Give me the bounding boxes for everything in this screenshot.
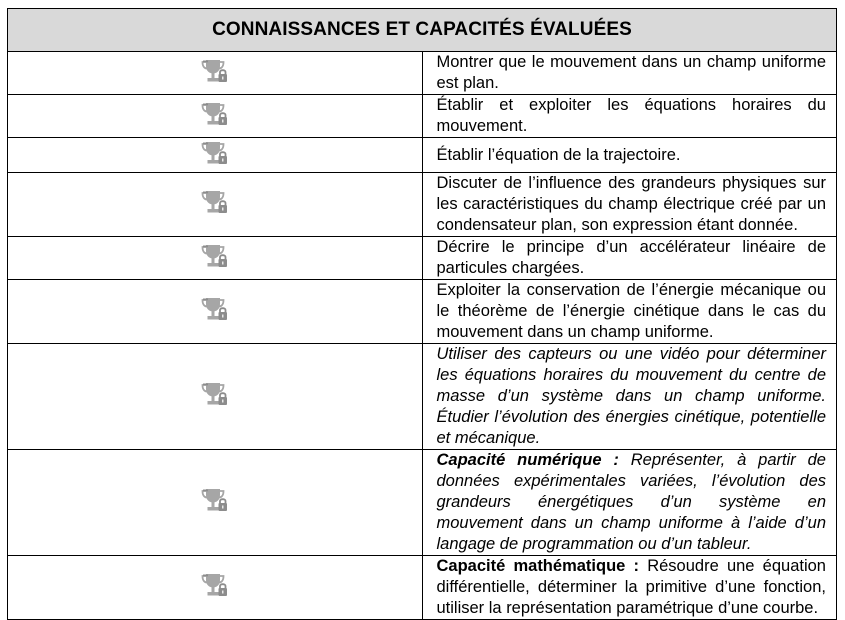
- skill-text: Décrire le principe d’un accélérateur linéaire de particules chargées.: [422, 237, 836, 280]
- trophy-lock-icon: [8, 450, 422, 556]
- skill-body: Représenter, à partir de données expérimentales variées, l’évolution des grandeurs énergétiques d’un système en mouvement dans un champ uniforme à l’aide d’un langage de programmation ou d’un tableur.: [436, 451, 826, 553]
- table-row: [8, 52, 836, 95]
- skill-lead: Capacité numérique :: [436, 451, 619, 469]
- trophy-lock-icon: [8, 556, 422, 620]
- skill-text-numeric: [422, 450, 836, 556]
- trophy-lock-icon: [8, 138, 422, 173]
- trophy-lock-icon: [8, 237, 422, 280]
- skill-text: Montrer que le mouvement dans un champ uniforme est plan.: [422, 52, 836, 95]
- trophy-lock-icon: [8, 95, 422, 138]
- skill-text-math: [422, 556, 836, 620]
- table-title: CONNAISSANCES ET CAPACITÉS ÉVALUÉES: [8, 9, 836, 52]
- skills-table: [8, 9, 836, 619]
- table-row: [8, 95, 836, 138]
- table-row: [8, 237, 836, 280]
- table-row: [8, 450, 836, 556]
- table-row: [8, 344, 836, 450]
- skills-table-container: [7, 8, 837, 620]
- trophy-lock-icon: [8, 344, 422, 450]
- table-row: [8, 280, 836, 344]
- table-row: [8, 556, 836, 620]
- trophy-lock-icon: [8, 173, 422, 237]
- skill-lead: Capacité mathématique :: [436, 557, 640, 575]
- skill-text: Établir et exploiter les équations horaires du mouvement.: [422, 95, 836, 138]
- skill-text: Établir l’équation de la trajectoire.: [422, 138, 836, 173]
- skill-text: Exploiter la conservation de l’énergie mécanique ou le théorème de l’énergie cinétique dans le cas du mouvement dans un champ uniforme.: [422, 280, 836, 344]
- skill-text: Discuter de l’influence des grandeurs physiques sur les caractéristiques du champ électrique créé par un condensateur plan, son expression étant donnée.: [422, 173, 836, 237]
- table-row: [8, 138, 836, 173]
- trophy-lock-icon: [8, 52, 422, 95]
- trophy-lock-icon: [8, 280, 422, 344]
- skill-text: Utiliser des capteurs ou une vidéo pour déterminer les équations horaires du mouvement du centre de masse d’un système dans un champ uniforme. Étudier l’évolution des énergies cinétique, potentielle et mécanique.: [422, 344, 836, 450]
- skill-body: Résoudre une équation différentielle, déterminer la primitive d’une fonction, utiliser la représentation paramétrique d’une courbe.: [436, 557, 826, 617]
- table-row: [8, 173, 836, 237]
